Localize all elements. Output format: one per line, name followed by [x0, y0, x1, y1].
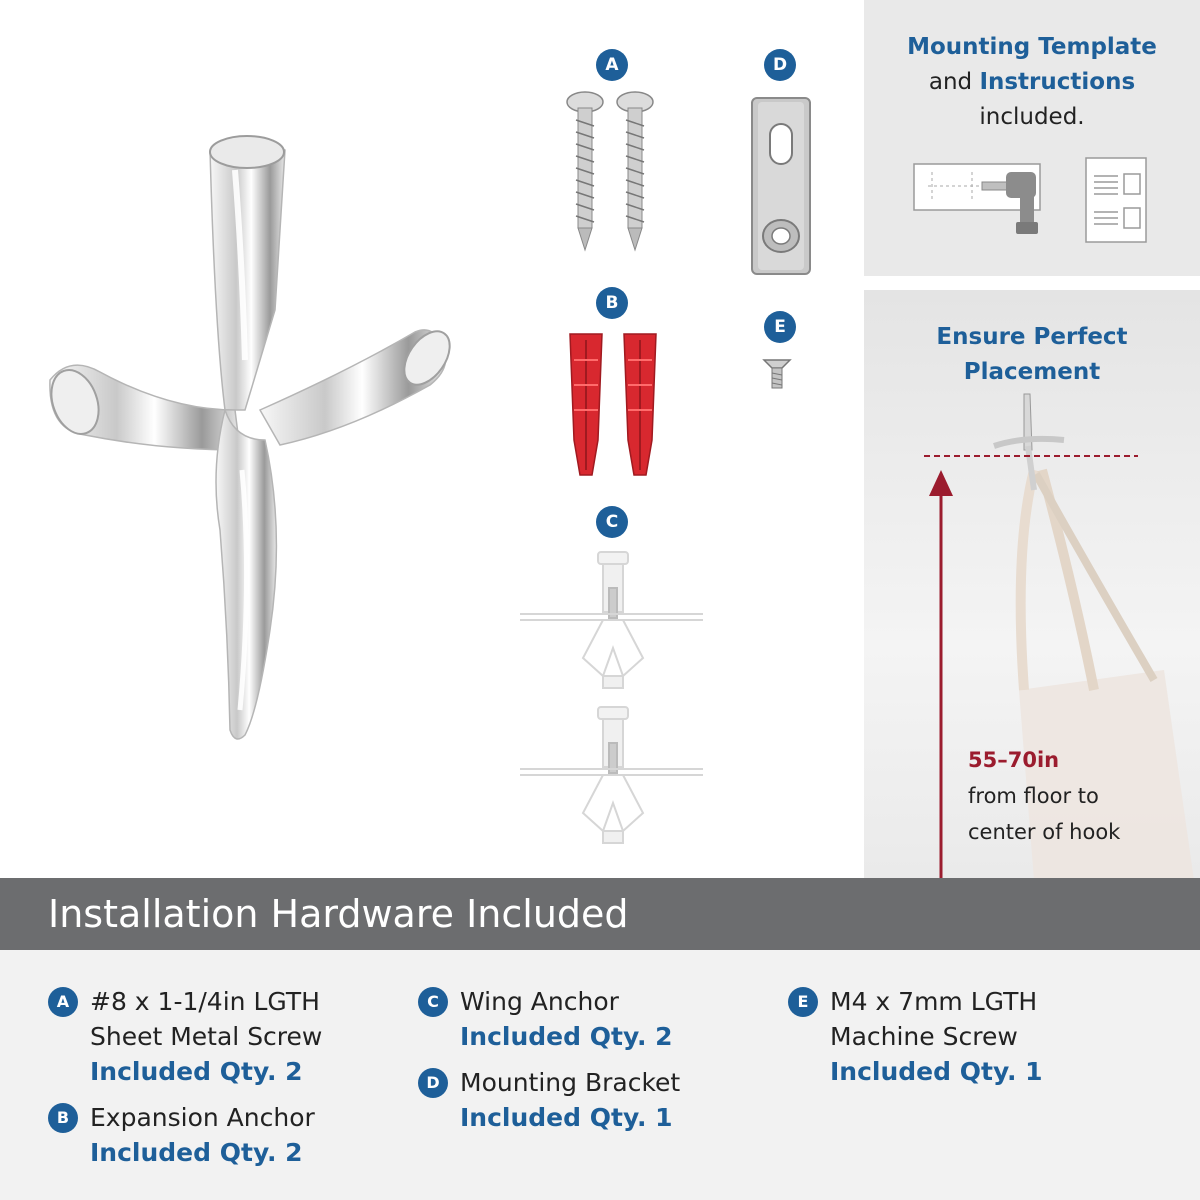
- label-c-badge: C: [596, 506, 628, 538]
- expansion-anchors-icon: [562, 330, 672, 480]
- template-included-text: included.: [979, 104, 1085, 130]
- item-b-qty: Included Qty. 2: [90, 1138, 303, 1167]
- template-title: Mounting Template: [907, 34, 1157, 60]
- item-e-qty: Included Qty. 1: [830, 1057, 1043, 1086]
- hardware-list: [0, 950, 1200, 1200]
- placement-panel: [864, 290, 1200, 878]
- item-c-line1: Wing Anchor: [460, 987, 619, 1016]
- height-value: 55–70in: [968, 748, 1060, 772]
- label-e-badge: E: [764, 311, 796, 343]
- item-e-badge: E: [788, 987, 818, 1017]
- label-a-badge: A: [596, 49, 628, 81]
- hardware-banner: [0, 878, 1200, 950]
- instructions-sheet-icon: [1084, 156, 1148, 244]
- item-a-line1: #8 x 1-1/4in LGTH: [90, 987, 320, 1016]
- placement-title-line2: Placement: [963, 359, 1101, 385]
- item-e-line1: M4 x 7mm LGTH: [830, 987, 1038, 1016]
- item-b-line1: Expansion Anchor: [90, 1103, 315, 1132]
- item-d-badge: D: [418, 1068, 448, 1098]
- item-a-line2: Sheet Metal Screw: [90, 1022, 323, 1051]
- machine-screw-icon: [762, 356, 792, 392]
- template-and-text: and: [928, 69, 980, 95]
- mounting-bracket-icon: [748, 94, 814, 278]
- placement-title-line1: Ensure Perfect: [936, 324, 1128, 350]
- banner-title: Installation Hardware Included: [48, 892, 629, 936]
- item-a-qty: Included Qty. 2: [90, 1057, 303, 1086]
- label-b-badge: B: [596, 287, 628, 319]
- item-b-badge: B: [48, 1103, 78, 1133]
- template-subtitle: [864, 65, 1200, 100]
- sheet-metal-screws-icon: [560, 90, 670, 260]
- item-a-badge: A: [48, 987, 78, 1017]
- item-d-line1: Mounting Bracket: [460, 1068, 681, 1097]
- wing-anchors-icon: [518, 548, 708, 848]
- template-instructions-text: Instructions: [979, 69, 1136, 95]
- mounting-template-panel: [864, 0, 1200, 276]
- height-desc-line1: from floor to: [968, 784, 1099, 808]
- item-c-badge: C: [418, 987, 448, 1017]
- item-c-qty: Included Qty. 2: [460, 1022, 673, 1051]
- template-drill-icon: [912, 158, 1042, 238]
- height-desc-line2: center of hook: [968, 820, 1121, 844]
- item-d-qty: Included Qty. 1: [460, 1103, 673, 1132]
- item-e-line2: Machine Screw: [830, 1022, 1018, 1051]
- hook-product-image: [30, 110, 470, 770]
- label-d-badge: D: [764, 49, 796, 81]
